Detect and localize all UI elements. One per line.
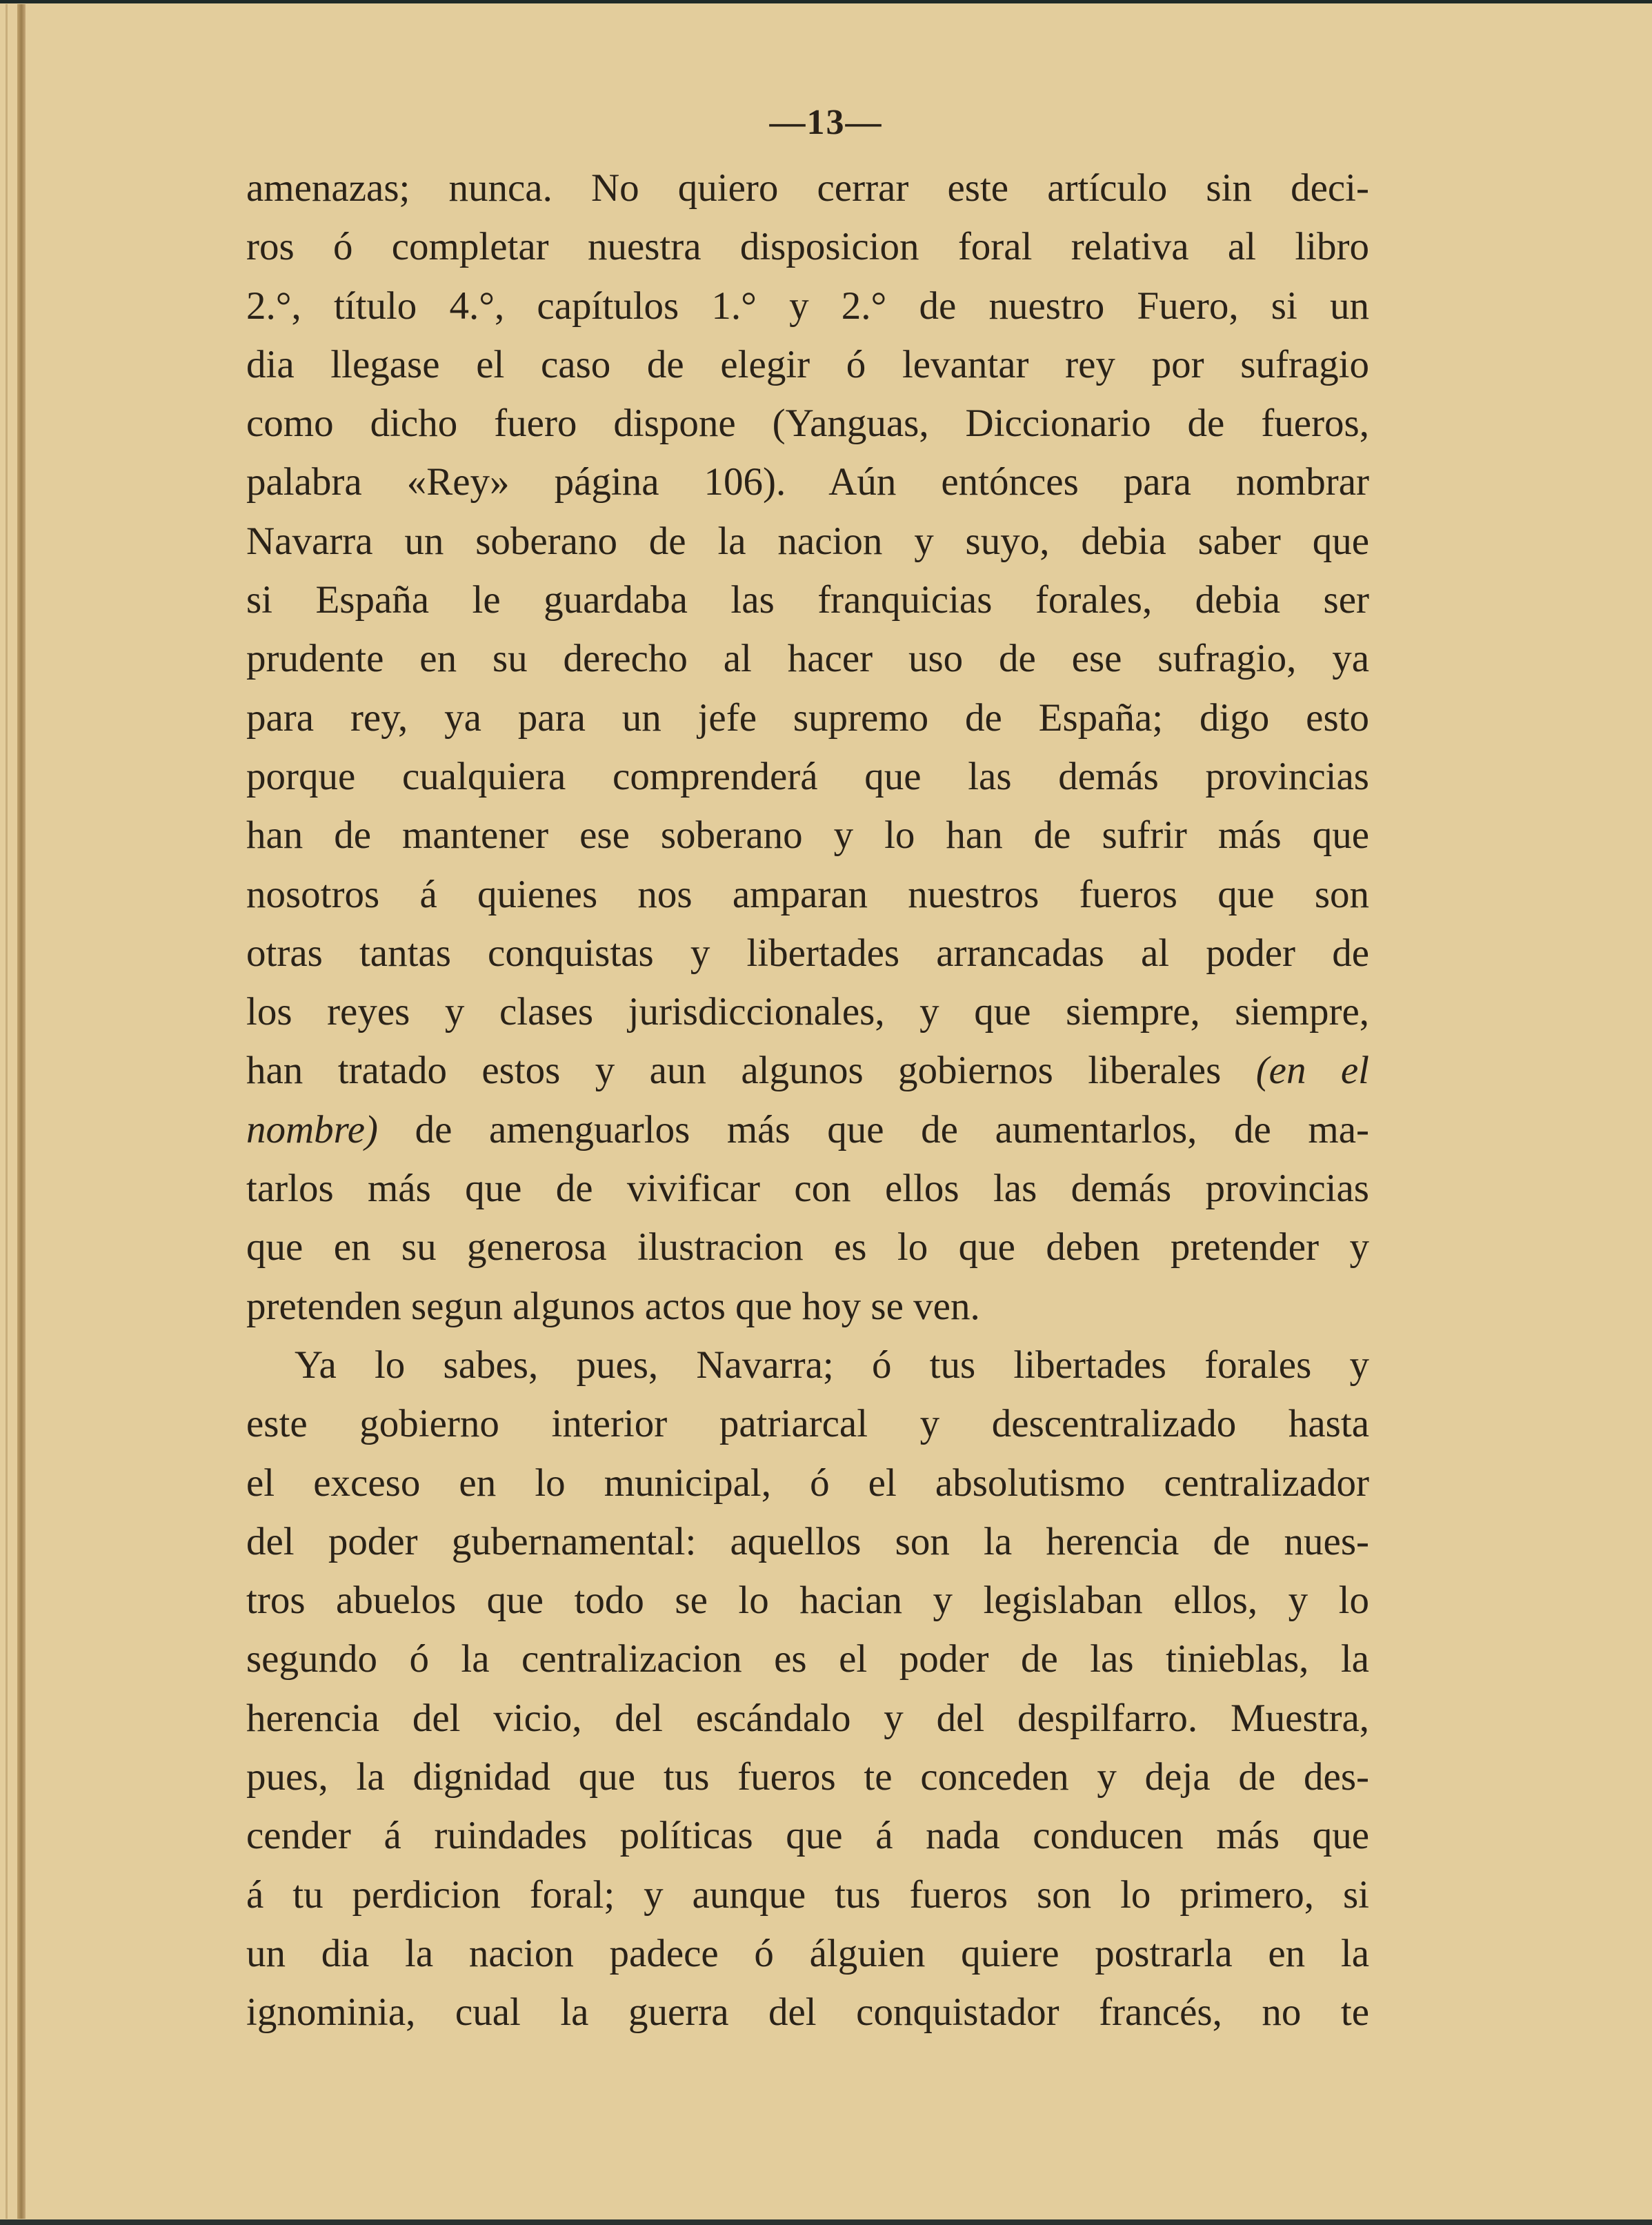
text-line <box>246 982 1369 1041</box>
binding-shadow <box>17 4 26 2219</box>
text-line <box>246 1571 1369 1630</box>
text-line <box>246 1924 1369 1983</box>
text-segment: á tu perdicion foral; y aunque tus fueros son lo primero, si <box>246 1872 1369 1917</box>
text-segment: pretenden segun algunos actos que hoy se ven. <box>246 1284 980 1328</box>
text-segment: nosotros á quienes nos amparan nuestros fueros que son <box>246 872 1369 916</box>
text-segment: otras tantas conquistas y libertades arrancadas al poder de <box>246 931 1369 975</box>
text-segment: ignominia, cual la guerra del conquistador francés, no te <box>246 1990 1369 2035</box>
text-segment: Navarra un soberano de la nacion y suyo, debia saber que <box>246 519 1369 563</box>
text-line <box>246 747 1369 806</box>
text-segment: segundo ó la centralizacion es el poder de las tinieblas, la <box>246 1637 1369 1681</box>
text-line <box>246 1806 1369 1865</box>
text-line <box>246 453 1369 511</box>
text-line <box>246 689 1369 747</box>
text-segment: porque cualquiera comprenderá que las demás provincias <box>246 754 1369 798</box>
text-line <box>246 1454 1369 1512</box>
text-segment: cender á ruindades políticas que á nada conducen más que <box>246 1814 1369 1858</box>
text-line <box>246 1336 1369 1394</box>
text-segment: han de mantener ese soberano y lo han de sufrir más que <box>246 813 1369 858</box>
page-number: —13— <box>769 103 883 142</box>
scan-top-edge <box>0 0 1652 3</box>
text-line <box>246 394 1369 453</box>
text-line <box>246 335 1369 394</box>
text-line <box>246 159 1369 217</box>
text-line <box>246 1512 1369 1571</box>
text-line <box>246 1689 1369 1748</box>
text-segment: para rey, ya para un jefe supremo de España; digo esto <box>246 695 1369 740</box>
italic-text: nombre) <box>246 1107 379 1151</box>
text-segment: ros ó completar nuestra disposicion foral relativa al libro <box>246 225 1369 269</box>
text-segment: Ya lo sabes, pues, Navarra; ó tus libertades forales y <box>295 1343 1369 1387</box>
text-line <box>246 1866 1369 1924</box>
text-line <box>246 1748 1369 1806</box>
text-line <box>246 1100 1369 1159</box>
text-segment: dia llegase el caso de elegir ó levantar rey por sufragio <box>246 342 1369 386</box>
text-segment: este gobierno interior patriarcal y descentralizado hasta <box>246 1402 1369 1446</box>
text-segment: tarlos más que de vivificar con ellos las demás provincias <box>246 1167 1369 1211</box>
page-edge-line <box>6 4 8 2219</box>
text-line <box>246 1041 1369 1100</box>
text-segment: como dicho fuero dispone (Yanguas, Diccionario de fueros, <box>246 402 1369 446</box>
text-line <box>246 512 1369 571</box>
body-text <box>246 159 1369 2042</box>
text-line <box>246 1983 1369 2041</box>
text-segment: del poder gubernamental: aquellos son la herencia de nues- <box>246 1519 1369 1563</box>
text-segment: prudente en su derecho al hacer uso de ese sufragio, ya <box>246 637 1369 681</box>
text-line <box>246 217 1369 276</box>
text-line <box>246 277 1369 335</box>
text-line <box>246 629 1369 688</box>
italic-text: (en el <box>1255 1049 1369 1093</box>
text-line <box>246 1218 1369 1276</box>
text-segment: un dia la nacion padece ó álguien quiere postrarla en la <box>246 1931 1369 1975</box>
scan-bottom-edge <box>0 2219 1652 2225</box>
text-line <box>246 1277 1369 1336</box>
text-line <box>246 1159 1369 1218</box>
text-segment: de amenguarlos más que de aumentarlos, de ma- <box>378 1107 1369 1151</box>
text-line <box>246 806 1369 864</box>
text-segment: palabra «Rey» página 106). Aún entónces para nombrar <box>246 460 1369 504</box>
text-line <box>246 1630 1369 1688</box>
text-line <box>246 924 1369 982</box>
text-line <box>246 571 1369 629</box>
text-line <box>246 865 1369 924</box>
text-segment: tros abuelos que todo se lo hacian y legislaban ellos, y lo <box>246 1579 1369 1623</box>
text-segment: si España le guardaba las franquicias forales, debia ser <box>246 578 1369 622</box>
text-segment: que en su generosa ilustracion es lo que deben pretender y <box>246 1225 1369 1269</box>
text-segment: pues, la dignidad que tus fueros te conceden y deja de des- <box>246 1755 1369 1799</box>
text-segment: amenazas; nunca. No quiero cerrar este artículo sin deci- <box>246 166 1369 210</box>
text-segment: los reyes y clases jurisdiccionales, y que siempre, siempre, <box>246 990 1369 1034</box>
text-segment: el exceso en lo municipal, ó el absolutismo centralizador <box>246 1461 1369 1505</box>
text-line <box>246 1394 1369 1453</box>
text-segment: herencia del vicio, del escándalo y del despilfarro. Muestra, <box>246 1696 1369 1740</box>
text-segment: han tratado estos y aun algunos gobiernos liberales <box>246 1049 1256 1093</box>
text-segment: 2.°, título 4.°, capítulos 1.° y 2.° de nuestro Fuero, si un <box>246 284 1369 328</box>
